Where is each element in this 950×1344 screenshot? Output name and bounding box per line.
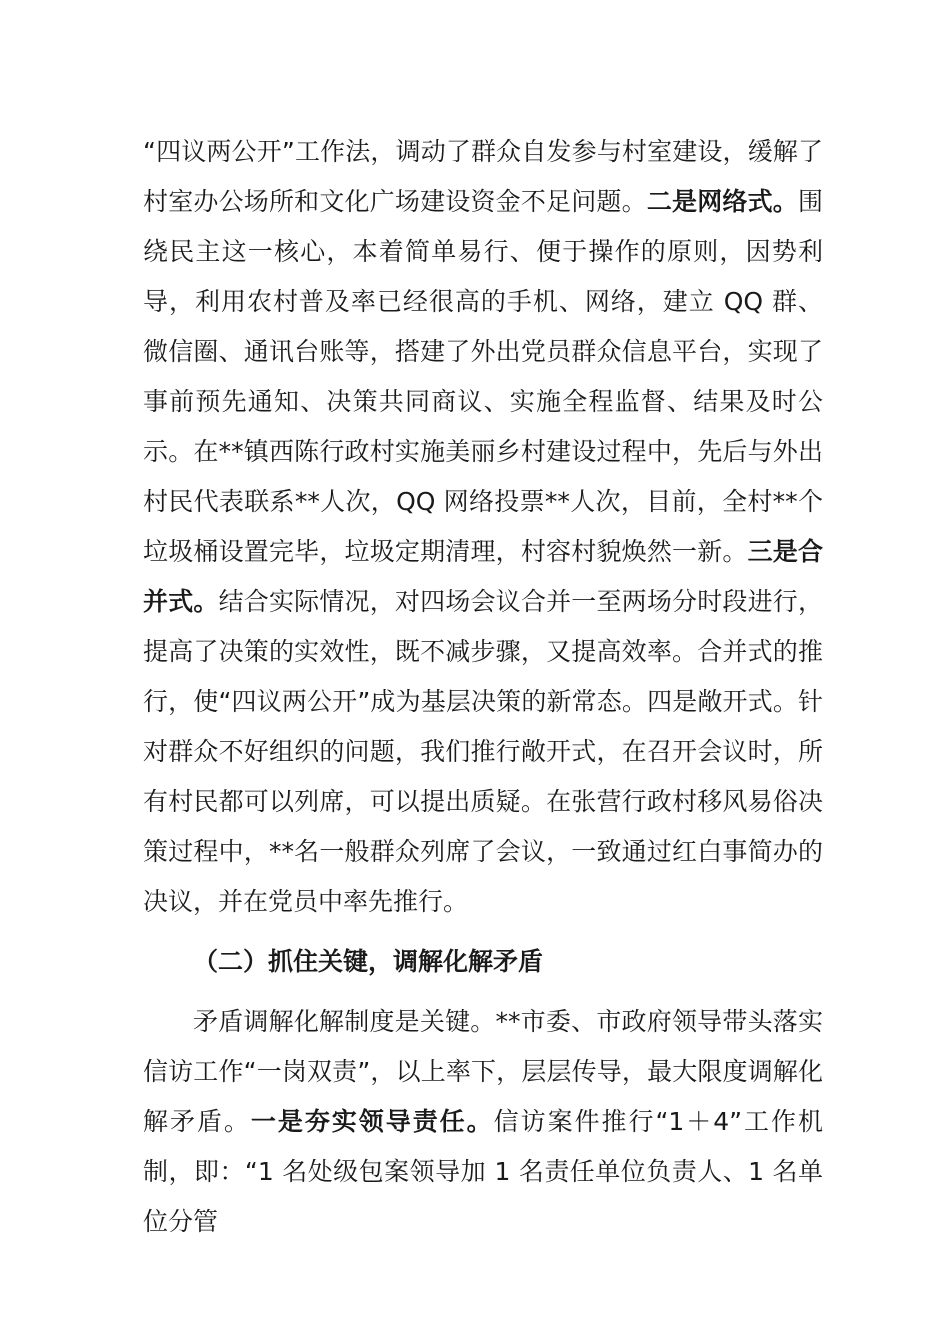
paragraph-text: 围绕民主这一核心，本着简单易行、便于操作的原则，因势利导，利用农村普及率已经很高的手机、网络，建立 QQ 群、微信圈、通讯台账等，搭建了外出党员群众信息平台，实现了事前预先通知、决策共同商议、实施全程监督、结果及时公示。在**镇西陈行政村实施美丽乡村建设过程中，先后与外出村民代表联系**人次，QQ 网络投票**人次，目前，全村**个垃圾桶设置完毕，垃圾定期清理，村容村貌焕然一新。 <box>143 187 823 566</box>
paragraph-text: 矛盾调解化解制度是关键。**市委、市政府领导带头落实信访工作“一岗双责”，以上率下，层层传导，最大限度调解化解矛盾。 <box>143 1007 823 1136</box>
section-heading: （二）抓住关键，调解化解矛盾 <box>193 947 544 976</box>
paragraph-text: 结合实际情况，对四场会议合并一至两场分时段进行，提高了决策的实效性，既不减步骤，又提高效率。合并式的推行，使“四议两公开”成为基层决策的新常态。四是敞开式。针对群众不好组织的问题，我们推行敞开式，在召开会议时，所有村民都可以列席，可以提出质疑。在张营行政村移风易俗决策过程中，**名一般群众列席了会议，一致通过红白事简办的决议，并在党员中率先推行。 <box>143 587 823 916</box>
paragraph-text: “四议两公开”工作法，调动了群众自发参与村室建设，缓解了村室办公场所和文化广场建设资金不足问题。 <box>143 137 823 216</box>
bold-point-merge: 三是合并式。 <box>143 537 823 616</box>
bold-point-leadership: 一是夯实领导责任。 <box>250 1107 494 1136</box>
paragraph-conflict-mediation <box>143 997 823 1247</box>
paragraph-village-decision <box>143 127 823 927</box>
document-page <box>143 127 823 1247</box>
paragraph-text: 信访案件推行“1＋4”工作机制，即：“1 名处级包案领导加 1 名责任单位负责人、1 名单位分管 <box>143 1107 823 1236</box>
bold-point-network: 二是网络式。 <box>646 187 798 216</box>
